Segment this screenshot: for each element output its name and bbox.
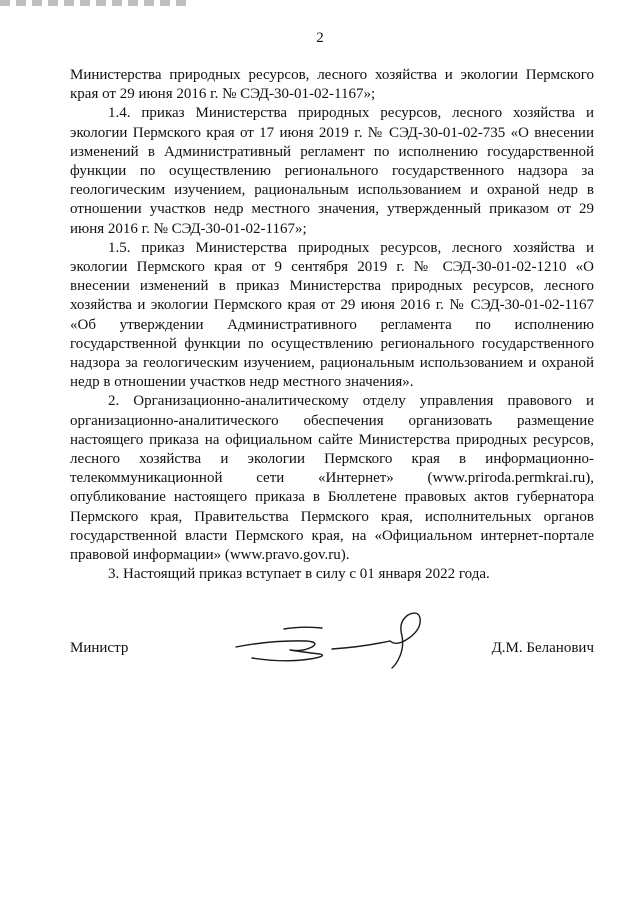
paragraph-item-3: 3. Настоящий приказ вступает в силу с 01 января 2022 года. bbox=[108, 566, 490, 583]
signatory-title: Министр bbox=[70, 640, 129, 656]
signatory-name: Д.М. Беланович bbox=[491, 640, 594, 656]
paragraph-continuation: Министерства природных ресурсов, лесного хозяйства и экологии Пермского края от 29 июня 2016 г. № СЭД-30-01-02-1167»; bbox=[70, 67, 594, 103]
document-body bbox=[70, 66, 594, 584]
page-number: 2 bbox=[316, 30, 324, 46]
paragraph-item-1-5: 1.5. приказ Министерства природных ресурсов, лесного хозяйства и экологии Пермского края от 9 сентября 2019 г. № СЭД-30-01-02-1210 «О внесении изменений в приказ Министерства природных ресурсов, лесного хозяйства и экологии Пермского края от 29 июня 2016 г. № СЭД-30-01-02-1167 «Об утверждении Административного регламента по исполнению государственной функции по осуществлению регионального государственного надзора за геологическим изучением, рациональным использованием и охраной недр в отношении участков недр местного значения». bbox=[70, 239, 594, 391]
handwritten-signature bbox=[232, 610, 442, 670]
paragraph-item-2: 2. Организационно-аналитическому отделу управления правового и организационно-аналитического обеспечения организовать размещение настоящего приказа на официальном сайте Министерства природных ресурсов, лесного хозяйства и экологии Пермского края в информационно-телекоммуникационной сети «Интернет» (www.priroda.permkrai.ru), опубликование настоящего приказа в Бюллетене правовых актов губернатора Пермского края, Правительства Пермского края, исполнительных органов государственной власти Пермского края, на «Официальном интернет-портале правовой информации» (www.pravo.gov.ru). bbox=[70, 393, 594, 564]
scan-edge-mark bbox=[0, 0, 190, 6]
paragraph-item-1-4: 1.4. приказ Министерства природных ресурсов, лесного хозяйства и экологии Пермского края от 17 июня 2019 г. № СЭД-30-01-02-735 «О внесении изменений в Административный регламент по исполнению государственной функции по осуществлению регионального государственного надзора за геологическим изучением, рациональным использованием и охраной недр в отношении участков недр местного значения, утвержденный приказом от 29 июня 2016 г. № СЭД-30-01-02-1167»; bbox=[70, 105, 594, 237]
